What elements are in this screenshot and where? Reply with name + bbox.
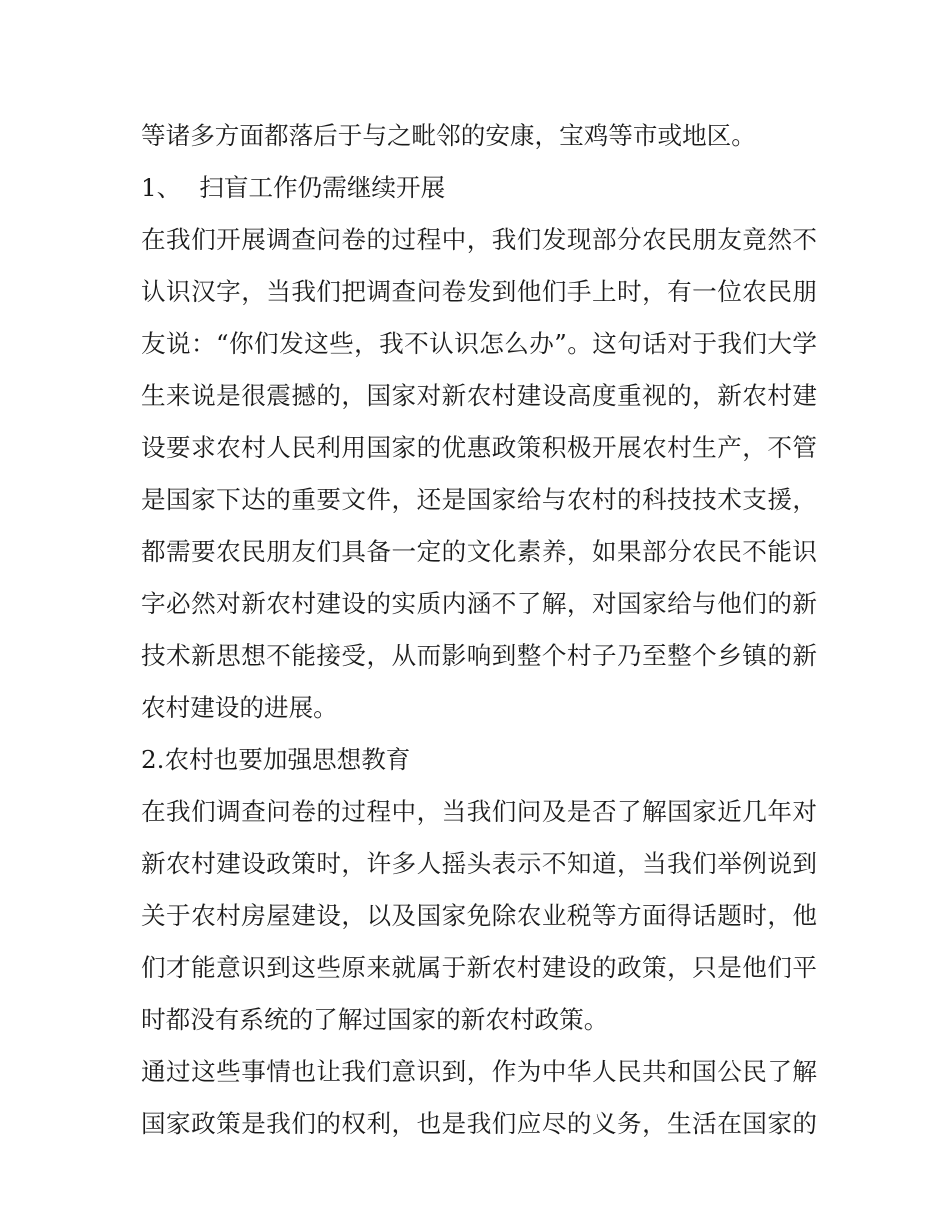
paragraph-line: 是国家下达的重要文件，还是国家给与农村的科技技术支援， <box>141 485 817 514</box>
paragraph-line: 在我们调查问卷的过程中，当我们问及是否了解国家近几年对 <box>141 797 817 826</box>
paragraph-line: 新农村建设政策时，许多人摇头表示不知道，当我们举例说到 <box>141 849 817 878</box>
paragraph-line: 时都没有系统的了解过国家的新农村政策。 <box>141 1005 609 1034</box>
paragraph-line: 生来说是很震撼的，国家对新农村建设高度重视的，新农村建 <box>141 381 817 410</box>
section-heading-1 <box>141 162 817 214</box>
paragraph-line: 国家政策是我们的权利，也是我们应尽的义务，生活在国家的 <box>141 1109 817 1138</box>
paragraph-line: 字必然对新农村建设的实质内涵不了解，对国家给与他们的新 <box>141 589 817 618</box>
paragraph-line: 技术新思想不能接受，从而影响到整个村子乃至整个乡镇的新 <box>141 641 817 670</box>
paragraph-line: 们才能意识到这些原来就属于新农村建设的政策，只是他们平 <box>141 953 817 982</box>
heading-text: 扫盲工作仍需继续开展 <box>199 173 446 202</box>
heading-number: 1、 <box>141 173 182 202</box>
paragraph-line: 等诸多方面都落后于与之毗邻的安康，宝鸡等市或地区。 <box>141 121 756 150</box>
paragraph-line: 都需要农民朋友们具备一定的文化素养，如果部分农民不能识 <box>141 537 817 566</box>
section-heading-2: 2.农村也要加强思想教育 <box>141 745 411 774</box>
paragraph-line: 在我们开展调查问卷的过程中，我们发现部分农民朋友竟然不 <box>141 225 817 254</box>
paragraph-line: 通过这些事情也让我们意识到，作为中华人民共和国公民了解 <box>141 1057 817 1086</box>
paragraph-line: 认识汉字，当我们把调查问卷发到他们手上时，有一位农民朋 <box>141 277 817 306</box>
paragraph-line: 设要求农村人民利用国家的优惠政策积极开展农村生产，不管 <box>141 433 817 462</box>
paragraph-line: 农村建设的进展。 <box>141 693 338 722</box>
document-body <box>141 110 817 1150</box>
paragraph-line: 友说：“你们发这些，我不认识怎么办”。这句话对于我们大学 <box>141 329 817 358</box>
paragraph-line: 关于农村房屋建设，以及国家免除农业税等方面得话题时，他 <box>141 901 817 930</box>
